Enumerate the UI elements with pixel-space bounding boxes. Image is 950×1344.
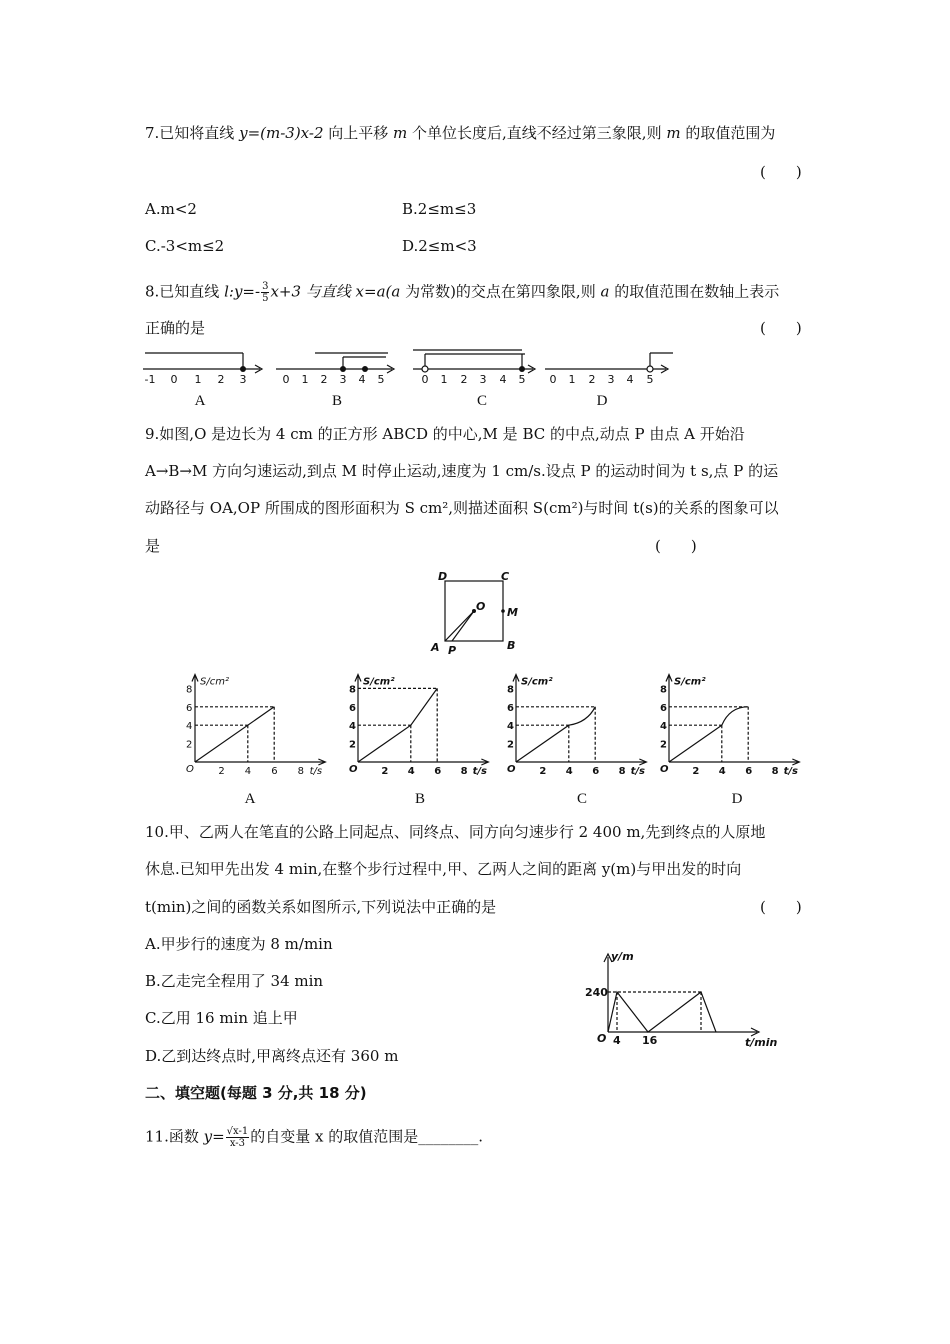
section-fill-blank-title: 二、填空题(每题 3 分,共 18 分) — [145, 1084, 367, 1102]
y-tick-label: 8 — [186, 684, 193, 696]
x-tick-label: 2 — [218, 766, 225, 777]
q10-answer-bracket: ( ) — [760, 898, 802, 916]
q8-number-lines — [0, 345, 950, 395]
y-tick-label: 4 — [660, 721, 667, 733]
svg-text:3: 3 — [339, 373, 347, 386]
svg-text:5: 5 — [518, 373, 526, 386]
graph-y-axis-label: S/cm² — [674, 676, 706, 688]
q11-stem: 11.函数 y= $\frac{√x-1}{x-3}$ 的自变量 x 的取值范围是________. — [145, 1126, 484, 1149]
q9-answer-bracket: ( ) — [655, 537, 697, 555]
svg-text:4: 4 — [499, 373, 507, 386]
x-tick-label: 4 — [407, 766, 415, 777]
x-tick-label: 8 — [460, 766, 468, 777]
svg-text:3: 3 — [479, 373, 487, 386]
svg-text:4: 4 — [358, 373, 366, 386]
q8-answer-bracket: ( ) — [760, 319, 802, 337]
svg-text:t/min: t/min — [745, 1036, 778, 1049]
svg-text:2: 2 — [217, 373, 225, 386]
graph-x-axis-label: t/s — [309, 766, 323, 777]
q10-option-d: D.乙到达终点时,甲离终点还有 360 m — [145, 1047, 399, 1065]
q9-label-c: C — [576, 791, 587, 807]
x-tick-label: 8 — [297, 766, 304, 777]
svg-text:1: 1 — [568, 373, 576, 386]
svg-text:240: 240 — [585, 986, 608, 999]
q9-label-d: D — [731, 791, 743, 807]
svg-text:1: 1 — [194, 373, 202, 386]
graph-origin-label: O — [186, 764, 194, 775]
q9-label-b: B — [414, 791, 425, 807]
svg-text:5: 5 — [646, 373, 654, 386]
y-tick-label: 6 — [186, 702, 193, 714]
svg-text:O: O — [476, 600, 486, 613]
svg-text:0: 0 — [282, 373, 290, 386]
svg-text:3: 3 — [607, 373, 615, 386]
q11-fraction: $\frac{√x-1}{x-3}$ — [226, 1126, 249, 1149]
svg-text:2: 2 — [320, 373, 328, 386]
q8-fraction: $\frac{3}{5}$ — [262, 281, 269, 304]
q9-stem-line3: 动路径与 OA,OP 所围成的图形面积为 S cm²,则描述面积 S(cm²)与时间 t(s)的关系的图象可以 — [145, 499, 779, 517]
y-tick-label: 4 — [507, 721, 514, 733]
y-tick-label: 2 — [507, 739, 514, 751]
q9-stem-line1: 9.如图,O 是边长为 4 cm 的正方形 ABCD 的中心,M 是 BC 的中点,动点 P 由点 A 开始沿 — [145, 425, 745, 443]
x-tick-label: 6 — [434, 766, 442, 777]
graph-x-axis-label: t/s — [630, 766, 645, 777]
svg-text:2: 2 — [588, 373, 596, 386]
svg-text:3: 3 — [239, 373, 247, 386]
x-tick-label: 6 — [592, 766, 600, 777]
y-tick-label: 2 — [349, 739, 356, 751]
svg-text:1: 1 — [440, 373, 448, 386]
svg-text:1: 1 — [301, 373, 309, 386]
q10-stem-line2: 休息.已知甲先出发 4 min,在整个步行过程中,甲、乙两人之间的距离 y(m)与甲出发的时向 — [145, 860, 742, 878]
y-tick-label: 6 — [660, 702, 667, 714]
svg-text:-1: -1 — [144, 373, 156, 386]
svg-text:P: P — [448, 644, 457, 657]
q8-stem-line2: 正确的是 — [145, 319, 206, 337]
y-tick-label: 8 — [507, 684, 514, 696]
q9-graphs — [0, 672, 950, 782]
x-tick-label: 8 — [618, 766, 626, 777]
x-tick-label: 6 — [745, 766, 753, 777]
q7-option-a: A.m<2 — [145, 200, 197, 218]
y-tick-label: 4 — [349, 721, 356, 733]
svg-text:O: O — [597, 1032, 607, 1045]
y-tick-label: 6 — [349, 702, 356, 714]
svg-text:C: C — [501, 570, 510, 583]
svg-text:4: 4 — [613, 1034, 621, 1047]
q8-label-a: A — [194, 393, 206, 409]
svg-text:2: 2 — [460, 373, 468, 386]
y-tick-label: 4 — [186, 721, 193, 733]
q7-stem: 7.已知将直线 y=(m-3)x-2 向上平移 m 个单位长度后,直线不经过第三象限,则 m 的取值范围为 — [145, 124, 776, 142]
graph-x-axis-label: t/s — [783, 766, 798, 777]
graph-y-axis-label: S/cm² — [521, 676, 553, 688]
q9-label-a: A — [244, 791, 256, 807]
q10-stem-line3: t(min)之间的函数关系如图所示,下列说法中正确的是 — [145, 898, 497, 916]
graph-x-axis-label: t/s — [472, 766, 487, 777]
svg-text:4: 4 — [626, 373, 634, 386]
q10-graph — [585, 945, 785, 1055]
graph-y-axis-label: S/cm² — [200, 676, 229, 688]
x-tick-label: 4 — [244, 766, 252, 777]
svg-text:B: B — [507, 639, 516, 652]
svg-text:A: A — [431, 641, 440, 654]
graph-y-axis-label: S/cm² — [363, 676, 395, 688]
q7-option-b: B.2≤m≤3 — [402, 200, 477, 218]
q7-option-d: D.2≤m<3 — [402, 237, 477, 255]
q9-stem-line2: A→B→M 方向匀速运动,到点 M 时停止运动,速度为 1 cm/s.设点 P 的运动时间为 t s,点 P 的运 — [145, 462, 779, 480]
q8-label-d: D — [596, 393, 608, 409]
x-tick-label: 2 — [539, 766, 547, 777]
y-tick-label: 2 — [186, 739, 193, 751]
y-tick-label: 6 — [507, 702, 514, 714]
q10-option-b: B.乙走完全程用了 34 min — [145, 972, 324, 990]
y-tick-label: 2 — [660, 739, 667, 751]
x-tick-label: 2 — [692, 766, 700, 777]
q7-option-c: C.-3<m≤2 — [145, 237, 225, 255]
q7-answer-bracket: ( ) — [760, 163, 802, 181]
graph-origin-label: O — [349, 764, 358, 775]
y-tick-label: 8 — [660, 684, 667, 696]
svg-text:D: D — [438, 570, 448, 583]
q8-label-c: C — [476, 393, 487, 409]
svg-text:0: 0 — [421, 373, 429, 386]
svg-text:5: 5 — [377, 373, 385, 386]
graph-origin-label: O — [507, 764, 516, 775]
q8-label-b: B — [331, 393, 342, 409]
y-tick-label: 8 — [349, 684, 356, 696]
q10-option-a: A.甲步行的速度为 8 m/min — [145, 935, 333, 953]
svg-text:0: 0 — [549, 373, 557, 386]
x-tick-label: 6 — [271, 766, 278, 777]
graph-origin-label: O — [660, 764, 669, 775]
q10-stem-line1: 10.甲、乙两人在笔直的公路上同起点、同终点、同方向匀速步行 2 400 m,先到终点的人原地 — [145, 823, 766, 841]
svg-text:0: 0 — [170, 373, 178, 386]
q8-stem: 8.已知直线 l:y=- $\frac{3}{5}$ x+3 与直线 x=a(a 为常数)的交点在第四象限,则 a 的取值范围在数轴上表示 — [145, 281, 780, 304]
svg-text:y/m: y/m — [611, 950, 634, 963]
x-tick-label: 8 — [771, 766, 779, 777]
q9-stem-line4: 是 — [145, 537, 161, 555]
q10-option-c: C.乙用 16 min 追上甲 — [145, 1009, 298, 1027]
x-tick-label: 2 — [381, 766, 389, 777]
x-tick-label: 4 — [718, 766, 726, 777]
svg-text:16: 16 — [642, 1034, 658, 1047]
x-tick-label: 4 — [565, 766, 573, 777]
q9-square-diagram — [428, 565, 548, 665]
svg-text:M: M — [507, 606, 518, 619]
